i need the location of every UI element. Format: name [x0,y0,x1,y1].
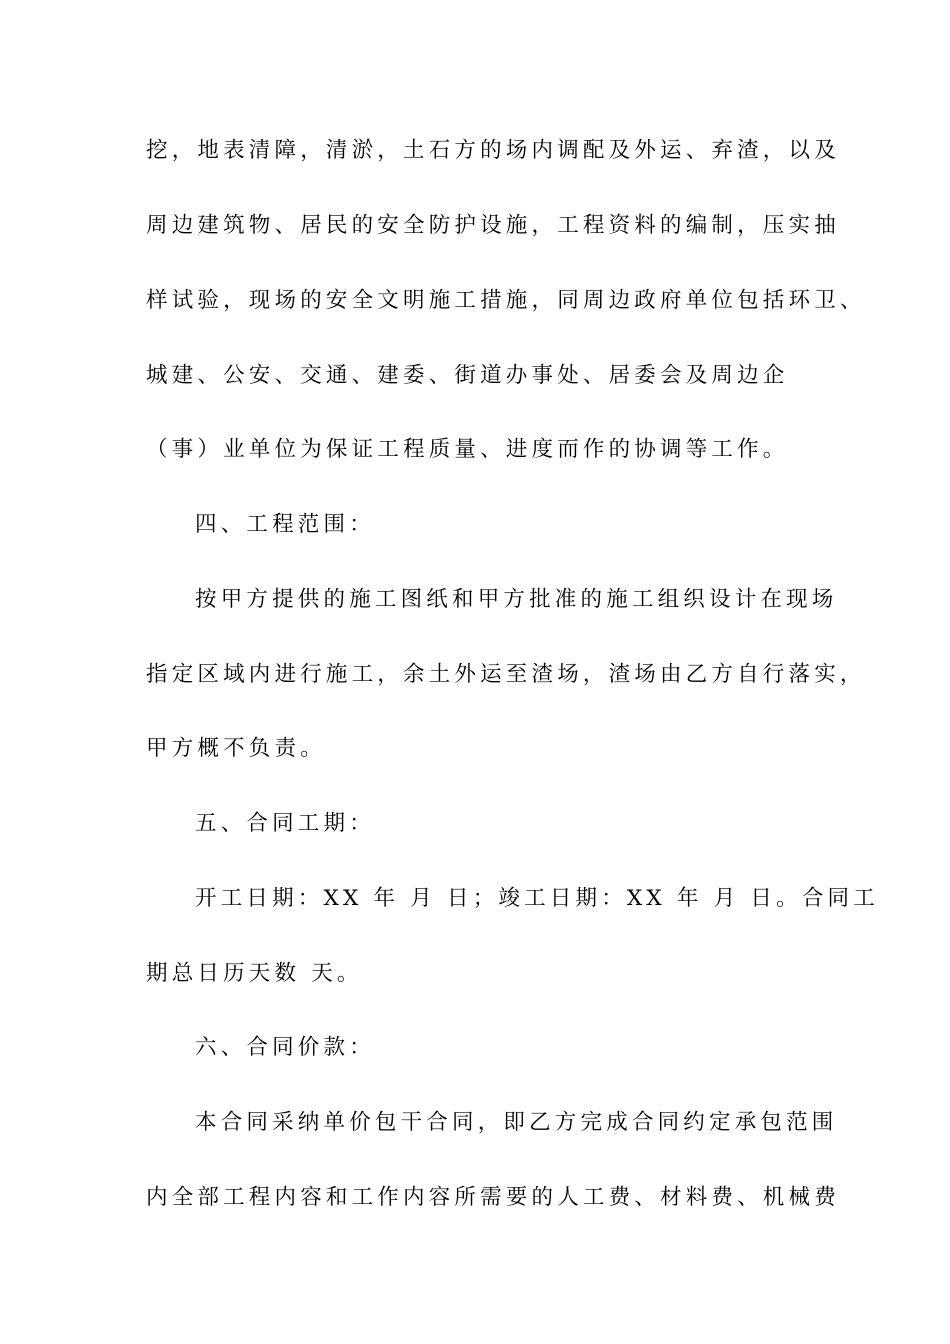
text-line: 样试验，现场的安全文明施工措施，同周边政府单位包括环卫、 [146,288,866,313]
text-line: 期总日历天数 天。 [146,961,363,986]
text-line: 内全部工程内容和工作内容所需要的人工费、材料费、机械费 [146,1185,840,1210]
text-line: 按甲方提供的施工图纸和甲方批准的施工组织设计在现场 [195,587,838,612]
section-heading: 四、工程范围： [195,512,375,537]
text-line: （事）业单位为保证工程质量、进度而作的协调等工作。 [146,437,789,462]
text-line: 指定区域内进行施工，余土外运至渣场，渣场由乙方自行落实， [146,662,866,687]
section-heading: 六、合同价款： [195,1035,375,1060]
text-line: 挖，地表清障，清淤，土石方的场内调配及外运、弃渣，以及 [146,138,840,163]
text-line: 甲方概不负责。 [146,736,326,761]
text-line: 周边建筑物、居民的安全防护设施，工程资料的编制，压实抽 [146,213,840,238]
text-line: 城建、公安、交通、建委、街道办事处、居委会及周边企 [146,363,789,388]
text-line: 本合同采纳单价包干合同，即乙方完成合同约定承包范围 [195,1110,838,1135]
section-heading: 五、合同工期： [195,811,375,836]
text-line: 开工日期：XX 年 月 日；竣工日期：XX 年 月 日。合同工 [195,886,879,911]
